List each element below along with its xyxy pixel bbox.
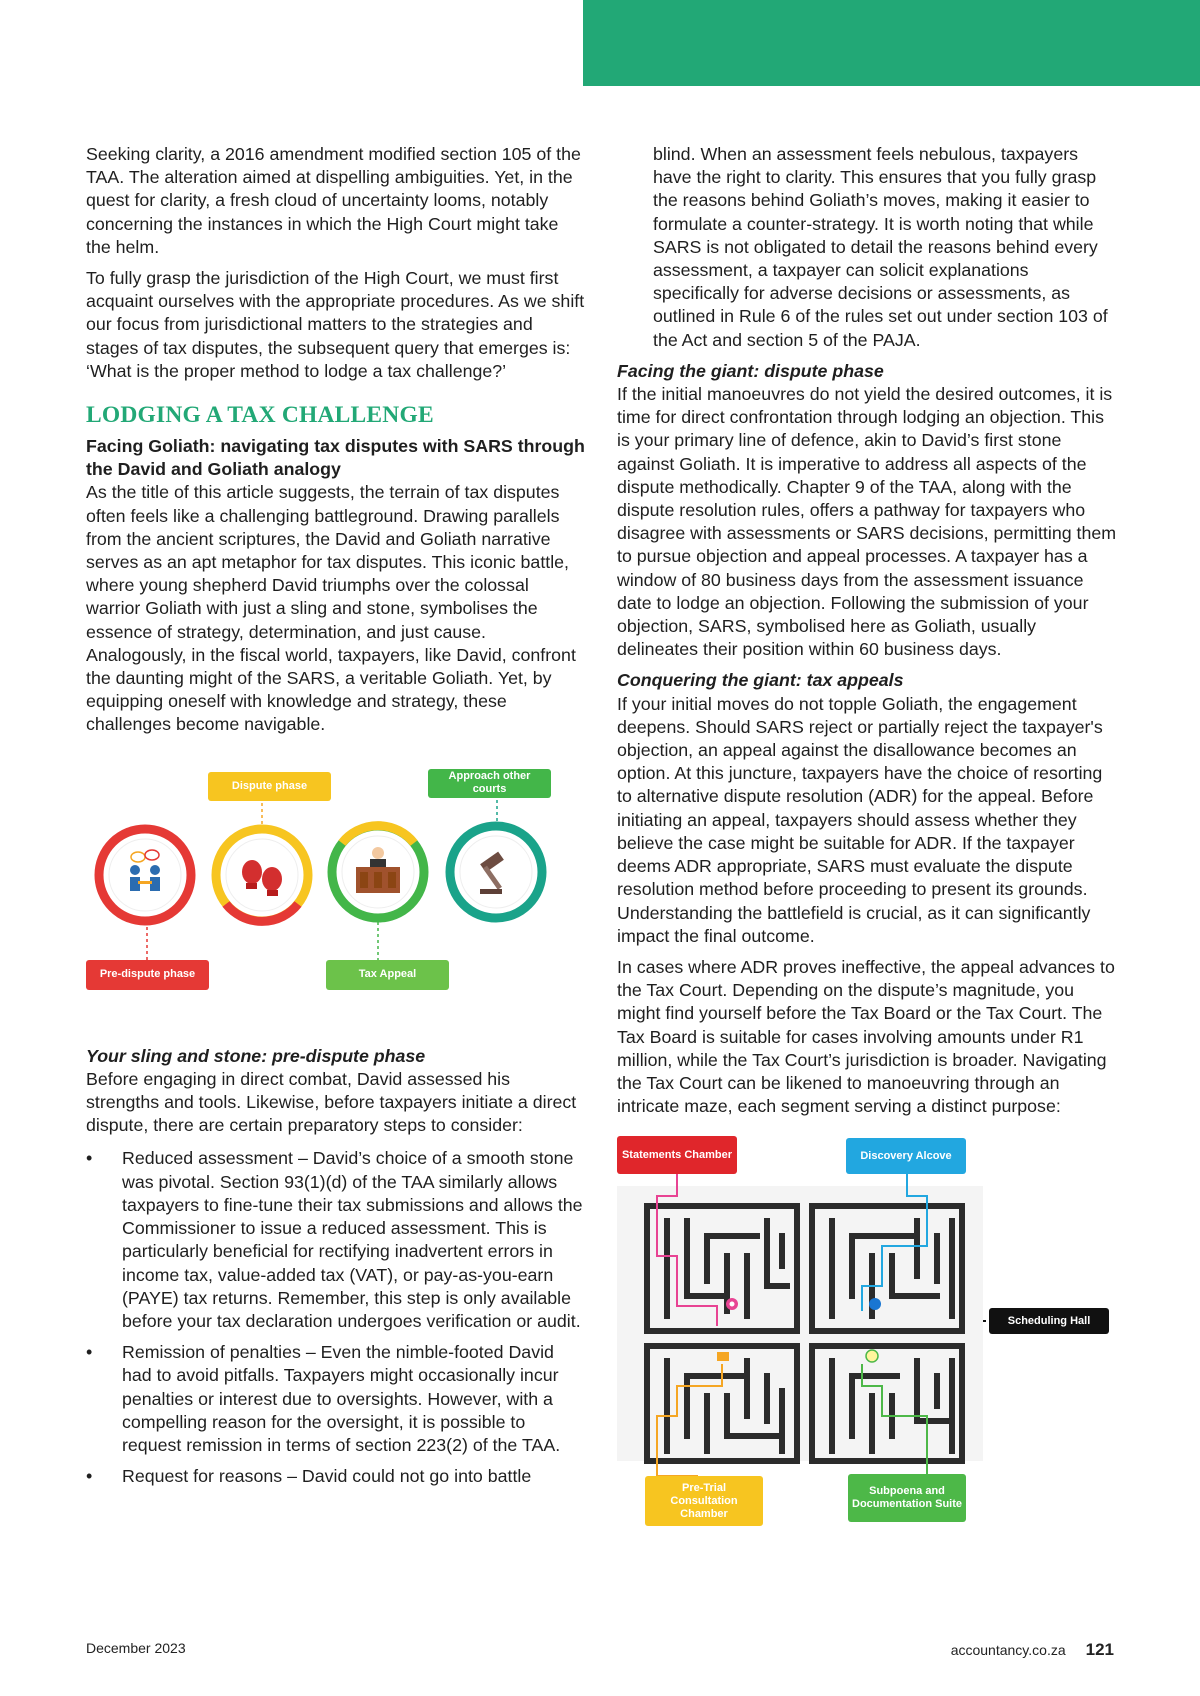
paragraph: If the initial manoeuvres do not yield the desired outcomes, it is time for direct confrontation through lodging an objection. This is your primary line of defence, akin to David’s first stone against Goliath. It is imperative to address all aspects of the dispute methodically. Chapter 9 of the TAA, along with the dispute resolution rules, offers a pathway for taxpayers who disagree with assessments or SARS decisions, permitting them to pursue objection and appeal processes. A taxpayer has a window of 80 business days from the assessment issuance date to lodge an objection. Following the submission of your objection, SARS, symbolised here as Goliath, usually delineates their position within 60 business days. xyxy=(617,384,1117,660)
right-column xyxy=(617,143,1117,1566)
list-item xyxy=(86,1465,586,1488)
bullet-term: Request for reasons xyxy=(122,1466,283,1487)
bullet-text: – David could not go into battle xyxy=(282,1466,532,1487)
footer-date: December 2023 xyxy=(86,1640,186,1656)
bullet-text: – Even the nimble-footed David had to avoid pitfalls. Taxpayers might occasionally incur penalties or interest due to oversights. However, with a compelling reason for the oversight, it is possible to request remission in terms of section 223(2) of the TAA. xyxy=(122,1342,561,1455)
paragraph: To fully grasp the jurisdiction of the High Court, we must first acquaint ourselves with the appropriate procedures. As we shift our focus from jurisdictional matters to the strategies and stages of tax disputes, the subsequent query that emerges is: ‘What is the proper method to lodge a tax challenge?’ xyxy=(86,268,585,381)
footer-site: accountancy.co.za xyxy=(950,1642,1066,1658)
lightbulb-icon xyxy=(866,1350,878,1362)
bullet-text: – David’s choice of a smooth stone was pivotal. Section 93(1)(d) of the TAA similarly allows taxpayers to fine-tune their tax submissions and allows the Commissioner to issue a reduced assessment. This is particularly beneficial for rectifying inadvertent errors in income tax, value-added tax (VAT), or pay-as-you-earn (PAYE) tax returns. Remember, this step is only available before your tax declaration undergoes verification or audit. xyxy=(122,1148,583,1331)
paragraph: In cases where ADR proves ineffective, the appeal advances to the Tax Court. Depending on the dispute’s magnitude, you might find yourself before the Tax Board or the Tax Court. The Tax Board is suitable for cases involving amounts under R1 million, while the Tax Court’s jurisdiction is broader. Navigating the Tax Court can be likened to manoeuvring through an intricate maze, each segment serving a distinct purpose: xyxy=(617,956,1115,1117)
label-pre-dispute-phase: Pre-dispute phase xyxy=(86,960,209,990)
subheading: Your sling and stone: pre-dispute phase xyxy=(86,1045,426,1066)
list-item xyxy=(86,1341,586,1457)
tax-court-maze-figure xyxy=(617,1136,1117,1566)
page-number: 121 xyxy=(1085,1640,1114,1659)
paragraph: Seeking clarity, a 2016 amendment modified section 105 of the TAA. The alteration aimed at dispelling ambiguities. Yet, in the quest for clarity, a fresh cloud of uncertainty looms, notably concerning the instances in which the High Court might take the helm. xyxy=(86,144,581,257)
bullet-term: Reduced assessment xyxy=(122,1148,293,1169)
label-tax-appeal: Tax Appeal xyxy=(326,960,449,990)
subheading: Facing Goliath: navigating tax disputes with SARS through the David and Goliath analogy xyxy=(86,436,585,480)
person-icon xyxy=(869,1298,881,1310)
left-column xyxy=(86,143,586,1496)
label-approach-other-courts: Approach other courts xyxy=(428,769,551,798)
dispute-phases-infographic xyxy=(86,757,586,1017)
label-pre-trial-consultation-chamber: Pre-Trial Consultation Chamber xyxy=(645,1476,763,1526)
list-item xyxy=(86,1147,586,1333)
header-green-bar xyxy=(583,0,1200,86)
label-subpoena-documentation-suite: Subpoena and Documentation Suite xyxy=(848,1474,966,1522)
label-statements-chamber: Statements Chamber xyxy=(617,1136,737,1174)
section-heading: LODGING A TAX CHALLENGE xyxy=(86,402,434,429)
footer-right xyxy=(951,1640,1114,1660)
bullet-term: Remission of penalties xyxy=(122,1342,301,1363)
bullet-list xyxy=(86,1147,586,1488)
paragraph: Before engaging in direct combat, David assessed his strengths and tools. Likewise, before taxpayers initiate a direct dispute, there are certain preparatory steps to consider: xyxy=(86,1068,577,1136)
label-discovery-alcove: Discovery Alcove xyxy=(846,1138,966,1174)
presentation-icon xyxy=(717,1352,729,1361)
paragraph: If your initial moves do not topple Goliath, the engagement deepens. Should SARS reject or partially reject the taxpayer's objection, an appeal against the disallowance becomes an option. At this juncture, taxpayers have the choice of resorting to alternative dispute resolution (ADR) for the appeal. Before initiating an appeal, taxpayers should assess whether they believe the case might be suitable for ADR. If the taxpayer deems ADR appropriate, SARS must evaluate the dispute resolution method before proceeding to present its grounds. Understanding the battlefield is crucial, as it can significantly impact the final outcome. xyxy=(617,693,1103,946)
subheading: Facing the giant: dispute phase xyxy=(617,360,884,381)
paragraph: As the title of this article suggests, the terrain of tax disputes often feels like a challenging battleground. Drawing parallels from the ancient scriptures, the David and Goliath narrative serves as an apt metaphor for tax disputes. This iconic battle, where young shepherd David triumphs over the colossal warrior Goliath with just a sling and stone, symbolises the essence of strategy, determination, and just cause. Analogously, in the fiscal world, taxpayers, like David, confront the daunting might of the SARS, a veritable Goliath. Yet, by equipping oneself with knowledge and strategy, these challenges become navigable. xyxy=(86,482,576,735)
label-scheduling-hall: Scheduling Hall xyxy=(989,1308,1109,1334)
label-dispute-phase: Dispute phase xyxy=(208,772,331,801)
paragraph: blind. When an assessment feels nebulous, taxpayers have the right to clarity. This ensures that you fully grasp the reasons behind Goliath’s moves, making it easier to formulate a counter-strategy. It is worth noting that while SARS is not obligated to detail the reasons behind every assessment, a taxpayer can solicit explanations specifically for adverse decisions or assessments, as outlined in Rule 6 of the rules set out under section 103 of the Act and section 5 of the PAJA. xyxy=(653,144,1108,350)
subheading: Conquering the giant: tax appeals xyxy=(617,670,904,691)
